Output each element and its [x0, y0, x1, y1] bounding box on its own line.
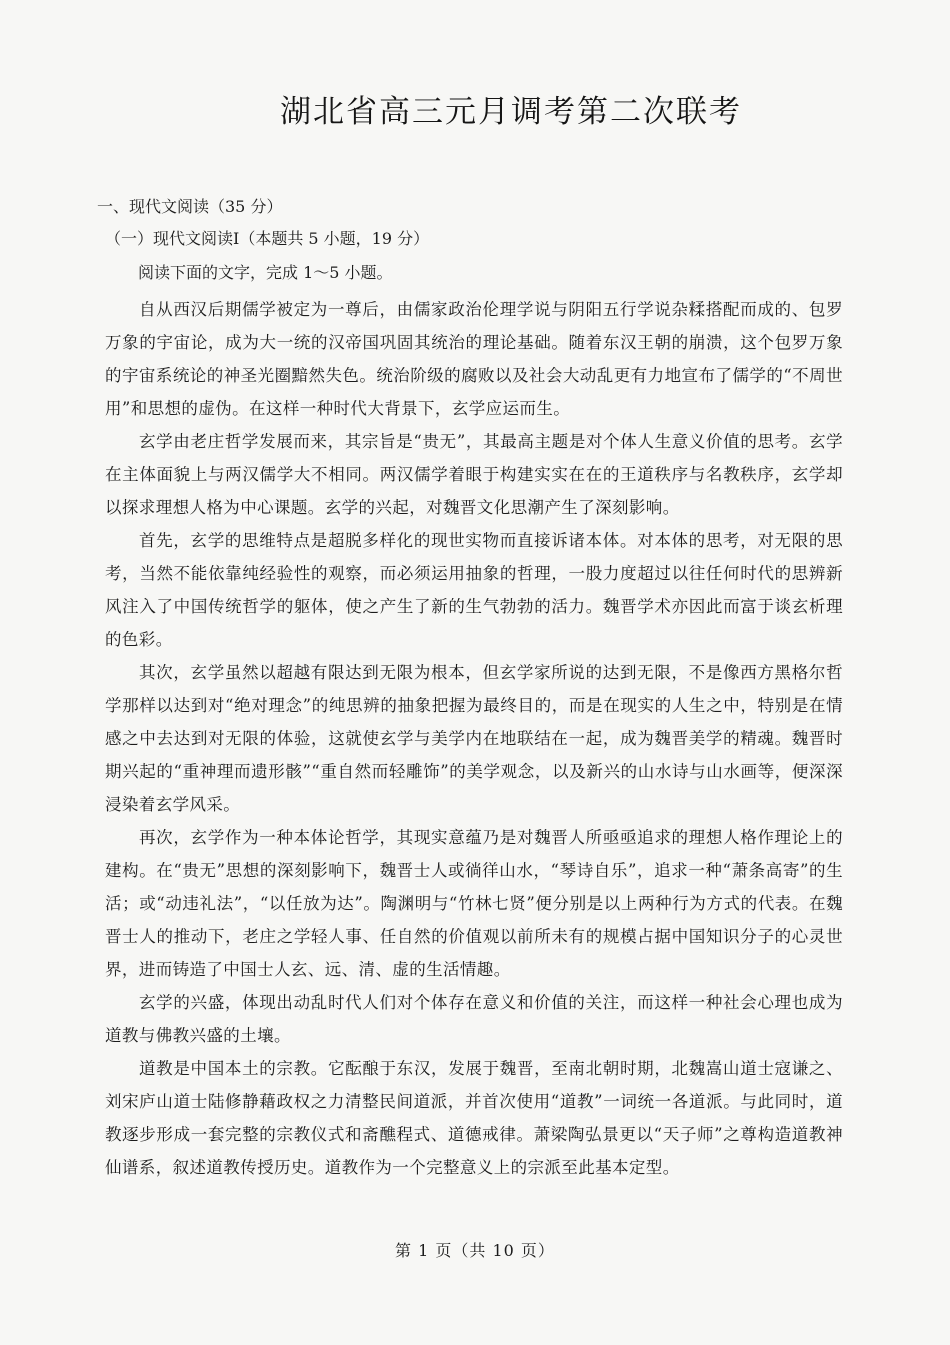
passage-paragraph: 再次，玄学作为一种本体论哲学，其现实意蕴乃是对魏晋人所亟亟追求的理想人格作理论上的建构。在“贵无”思想的深刻影响下，魏晋士人或徜徉山水，“琴诗自乐”，追求一种“萧条高寄”的生活；或“动违礼法”，“以任放为达”。陶渊明与“竹林七贤”便分别是以上两种行为方式的代表。在魏晋士人的推动下，老庄之学轻人事、任自然的价值观以前所未有的规模占据中国知识分子的心灵世界，进而铸造了中国士人玄、远、清、虚的生活情趣。 [105, 828, 843, 979]
passage-paragraph: 玄学的兴盛，体现出动乱时代人们对个体存在意义和价值的关注，而这样一种社会心理也成为道教与佛教兴盛的土壤。 [105, 993, 843, 1045]
passage-paragraph: 道教是中国本土的宗教。它酝酿于东汉，发展于魏晋，至南北朝时期，北魏嵩山道士寇谦之、刘宋庐山道士陆修静藉政权之力清整民间道派，并首次使用“道教”一词统一各道派。与此同时，道教逐步形成一套完整的宗教仪式和斋醮程式、道德戒律。萧梁陶弘景更以“天子师”之尊构造道教神仙谱系，叙述道教传授历史。道教作为一个完整意义上的宗派至此基本定型。 [105, 1059, 843, 1177]
passage-paragraph: 首先，玄学的思维特点是超脱多样化的现世实物而直接诉诸本体。对本体的思考，对无限的思考，当然不能依靠纯经验性的观察，而必须运用抽象的哲理，一股力度超过以往任何时代的思辨新风注入了中国传统哲学的躯体，使之产生了新的生气勃勃的活力。魏晋学术亦因此而富于谈玄析理的色彩。 [105, 531, 843, 649]
passage-paragraph: 其次，玄学虽然以超越有限达到无限为根本，但玄学家所说的达到无限，不是像西方黑格尔哲学那样以达到对“绝对理念”的纯思辨的抽象把握为最终目的，而是在现实的人生之中，特别是在情感之中去达到对无限的体验，这就使玄学与美学内在地联结在一起，成为魏晋美学的精魂。魏晋时期兴起的“重神理而遗形骸”“重自然而轻雕饰”的美学观念，以及新兴的山水诗与山水画等，便深深浸染着玄学风采。 [105, 663, 843, 814]
section-heading: 一、现代文阅读（35 分） [97, 197, 283, 216]
passage-paragraph: 自从西汉后期儒学被定为一尊后，由儒家政治伦理学说与阴阳五行学说杂糅搭配而成的、包罗万象的宇宙论，成为大一统的汉帝国巩固其统治的理论基础。随着东汉王朝的崩溃，这个包罗万象的宇宙系统论的神圣光圈黯然失色。统治阶级的腐败以及社会大动乱更有力地宣布了儒学的“不周世用”和思想的虚伪。在这样一种时代大背景下，玄学应运而生。 [105, 300, 843, 418]
exam-title: 湖北省高三元月调考第二次联考 [280, 94, 742, 130]
passage-paragraph: 玄学由老庄哲学发展而来，其宗旨是“贵无”，其最高主题是对个体人生意义价值的思考。玄学在主体面貌上与两汉儒学大不相同。两汉儒学着眼于构建实实在在的王道秩序与名教秩序，玄学却以探求理想人格为中心课题。玄学的兴起，对魏晋文化思潮产生了深刻影响。 [105, 432, 843, 517]
reading-passage [105, 293, 843, 1184]
reading-instruction: 阅读下面的文字，完成 1～5 小题。 [138, 263, 393, 282]
page-number: 第 1 页（共 10 页） [395, 1241, 555, 1260]
subsection-heading: （一）现代文阅读Ⅰ（本题共 5 小题，19 分） [105, 229, 430, 248]
